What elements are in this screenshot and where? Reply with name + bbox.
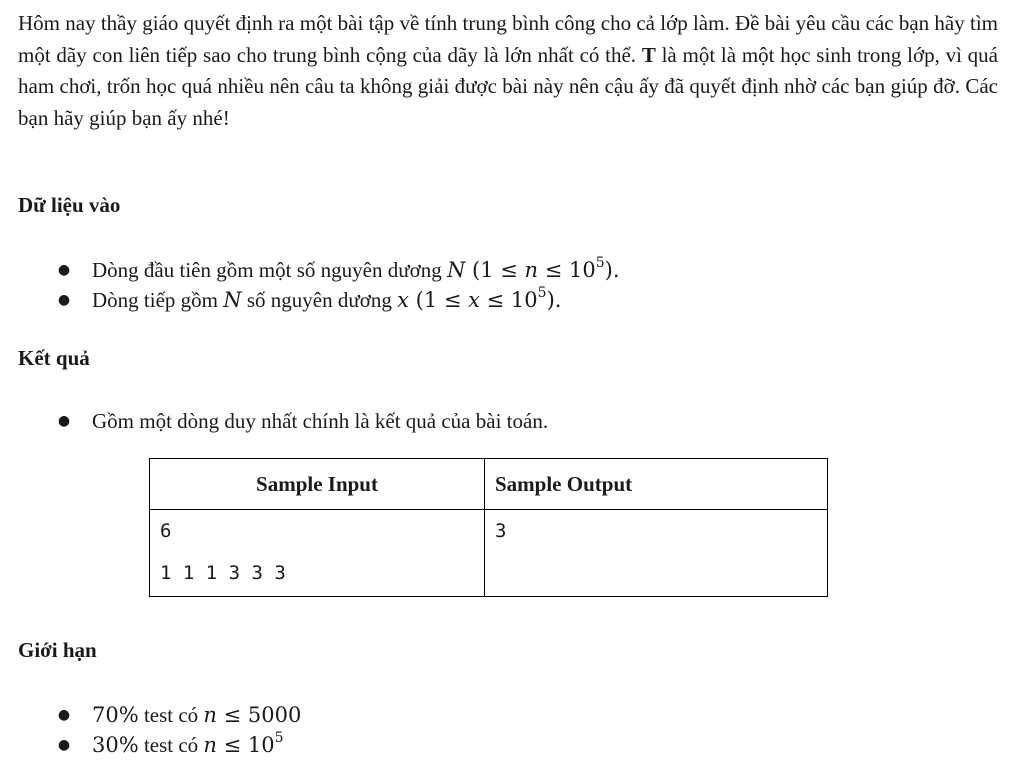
limits-heading: Giới hạn [18,638,97,662]
sample-input-header: Sample Input [150,459,485,510]
sample-input-cell [150,510,485,597]
bullet-icon: ● [57,292,71,308]
student-name: T [641,42,656,67]
output-item-1: ● Gồm một dòng duy nhất chính là kết quả của bài toán. [18,406,548,436]
sample-input-line-1: 6 [160,520,172,542]
intro-text-1: Hôm nay thầy giáo quyết định ra một bài tập về tính trung bình công cho cả lớp làm. Đề bài yêu cầu các bạn hãy tìm một dãy con liên tiếp sao cho trung bình cộng của dãy là lớn nhất có thể. [18,11,998,67]
limit-item-2: ● 30% test có $n \le 10^5$ [18,730,301,760]
sample-output-header: Sample Output [485,459,828,510]
sample-input-line-2: 1 1 1 3 3 3 [160,562,286,584]
sample-table [149,458,828,597]
output-heading: Kết quả [18,346,90,370]
input-item-1: ● Dòng đầu tiên gồm một số nguyên dương N $(1 \le n \le 10^5)$. [18,255,620,285]
input-heading: Dữ liệu vào [18,193,121,217]
output-list [18,406,548,436]
limit-item-1: ● 70% test có n ≤ 5000 [18,700,301,730]
bullet-icon: ● [57,737,71,753]
sample-table-header-row [150,459,828,510]
intro-text-2: là một là một học sinh trong lớp, vì quá ham chơi, trốn học quá nhiều nên câu ta không giải được bài này nên cậu ấy đã quyết định nhờ các bạn giúp đỡ. Các bạn hãy giúp bạn ấy nhé! [18,42,998,130]
limits-list [18,700,301,760]
bullet-icon: ● [57,413,71,429]
bullet-icon: ● [57,707,71,723]
input-item-2: ● Dòng tiếp gồm N số nguyên dương x $(1 \le x \le 10^5)$. [18,285,620,315]
bullet-icon: ● [57,262,71,278]
input-list [18,255,620,315]
sample-output-line-1: 3 [495,520,507,542]
sample-output-cell [485,510,828,597]
sample-table-row [150,510,828,597]
intro-paragraph [18,8,998,134]
